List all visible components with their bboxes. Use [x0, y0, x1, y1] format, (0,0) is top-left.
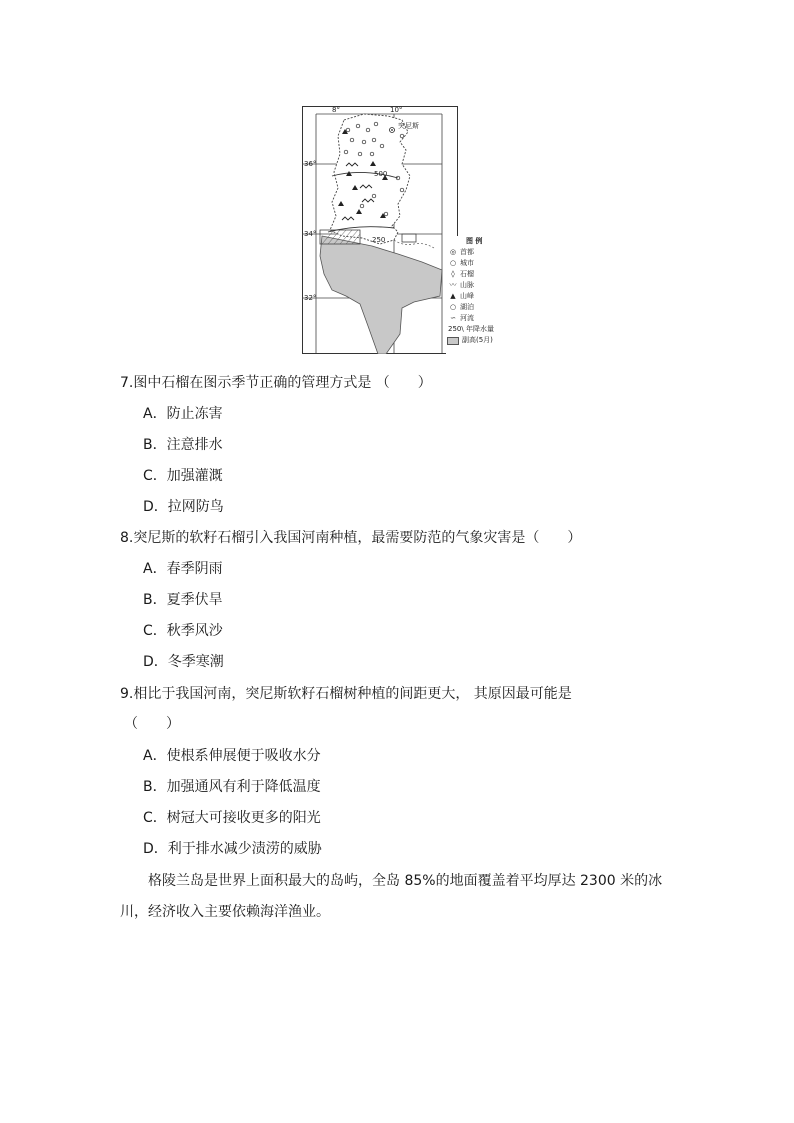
legend-item: 城市 — [460, 259, 474, 267]
lon-label-8: 8° — [332, 106, 340, 114]
legend-title: 图 例 — [466, 237, 483, 245]
city-legend-icon: ○ — [449, 259, 457, 267]
question-8-option-c: C．秋季风沙 — [143, 623, 223, 639]
peak-legend-icon: ▲ — [450, 292, 456, 300]
question-8-option-d: D．冬季寒潮 — [143, 654, 224, 670]
lake-legend-icon: ○ — [449, 303, 457, 311]
lat-label-32: 32° — [304, 294, 317, 302]
question-9-option-d: D．利于排水减少渍涝的威胁 — [143, 841, 322, 857]
lat-label-34: 34° — [304, 230, 317, 238]
question-8-option-a: A．春季阴雨 — [143, 561, 223, 577]
legend-item: 石榴 — [460, 270, 474, 278]
question-9-option-c: C．树冠大可接收更多的阳光 — [143, 810, 321, 826]
isohyet-label-250: 250 — [372, 236, 386, 244]
pomegranate-legend-icon: ◊ — [451, 270, 455, 278]
legend-item: 山脉 — [460, 281, 474, 289]
legend-item: 河流 — [460, 314, 474, 322]
question-9-stem: 9.相比于我国河南，突尼斯软籽石榴树种植的间距更大， 其原因最可能是 — [120, 686, 572, 702]
river-legend-icon: ∽ — [450, 314, 456, 322]
map-legend-panel — [446, 236, 516, 354]
capital-legend-icon: ◎ — [449, 248, 457, 256]
question-7-option-b: B．注意排水 — [143, 437, 223, 453]
lat-label-36: 36° — [304, 160, 317, 168]
question-7-option-c: C．加强灌溉 — [143, 468, 223, 484]
tunisia-map — [302, 106, 458, 354]
question-8-option-b: B．夏季伏旱 — [143, 592, 223, 608]
legend-item: 250\ 年降水量 — [448, 325, 494, 333]
legend-item: 副高(5月) — [462, 336, 493, 344]
tunisia-map-figure — [302, 106, 458, 354]
country-outline — [330, 114, 410, 244]
shaded-area-legend-icon — [447, 337, 459, 345]
lake — [402, 234, 416, 242]
question-7-option-a: A．防止冻害 — [143, 406, 223, 422]
mountain-range-legend-icon: 〰 — [449, 281, 457, 289]
river — [394, 240, 434, 248]
lon-label-10: 10° — [390, 106, 403, 114]
question-7-option-d: D．拉网防鸟 — [143, 499, 224, 515]
legend-item: 湖泊 — [460, 303, 474, 311]
question-8-stem: 8.突尼斯的软籽石榴引入我国河南种植，最需要防范的气象灾害是（ ） — [120, 530, 582, 546]
capital-label: 突尼斯 — [398, 122, 419, 130]
isohyet-label-500: 500 — [374, 170, 388, 178]
question-9-option-a: A．使根系伸展便于吸收水分 — [143, 748, 321, 764]
legend-item: 山峰 — [460, 292, 474, 300]
passage-line-1: 格陵兰岛是世界上面积最大的岛屿，全岛 85%的地面覆盖着平均厚达 2300 米的冰 — [148, 873, 663, 889]
subtropical-high-area — [320, 236, 442, 354]
question-9-stem-continued: （ ） — [124, 716, 180, 732]
question-9-option-b: B．加强通风有利于降低温度 — [143, 779, 321, 795]
passage-line-2: 川，经济收入主要依赖海洋渔业。 — [120, 904, 330, 920]
legend-item: 首都 — [460, 248, 474, 256]
question-7-stem: 7.图中石榴在图示季节正确的管理方式是 （ ） — [120, 375, 432, 391]
